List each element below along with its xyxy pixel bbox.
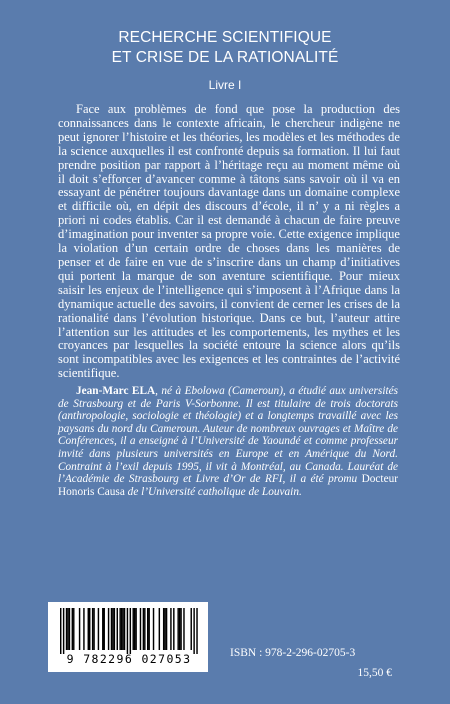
barcode-bar [93,608,94,650]
summary-text: Face aux problèmes de fond que pose la production des connaissances dans le contexte africain, le chercheur indigène ne peut ignorer l’histoire et les théories, les modèles et les méthodes de la science auxquelles il est confronté depuis sa formation. Il lui faut prendre position par rapport à l’héritage reçu au moment même où il doit s’efforcer d’avancer comme à tâtons sans savoir où il va en essayant de pénétrer toujours davantage dans un domaine complexe et difficile où, en dépit des discours d’école, il n’ y a ni règles a priori ni codes établis. Car il est demandé à chacun de faire preuve d’imagination pour inventer sa propre voie. Cette exigence implique la violation d’un certain ordre de choses dans les manières de penser et de faire en vue de s’inscrire dans un champ d’initiatives qui portent la marque de son aventure scientifique. Pour mieux saisir les enjeux de l’intelligence qui s’imposent à l’Afrique dans la dynamique actuelle des savoirs, il convient de cerner les crises de la rationalité dans l’évolution historique. Dans ce but, l’auteur attire l’attention sur les attitudes et les comportements, les mythes et les croyances par lesquelles la société entoure la science alors qu’ils sont incompatibles avec les exigences et les contraintes de l’activité scientifique. [58,102,400,381]
barcode-bar [130,608,131,654]
barcode-bar [140,608,141,650]
barcode-bar [88,608,89,650]
barcode-bar [89,608,90,650]
barcode-bar [117,608,118,650]
barcode-bar [159,608,160,650]
barcode-bar [63,608,64,654]
barcode-bar [122,608,123,650]
barcode-bar [173,608,174,650]
author-biography [58,385,398,498]
barcode-bar [133,608,134,650]
barcode-bar [127,608,128,654]
title-line-1: RECHERCHE SCIENTIFIQUE [118,29,332,46]
barcode-bar [119,608,120,650]
barcode-bar [193,608,194,654]
volume-label: Livre I [208,78,242,92]
barcode-bar [135,608,136,650]
barcode-bar [104,608,105,650]
barcode-bar [83,608,84,650]
barcode-bar [92,608,93,650]
book-title [0,28,450,68]
barcode-bar [66,608,67,650]
barcode-bar [98,608,99,650]
barcode-bar [69,608,70,650]
barcode-bar [163,608,164,650]
isbn: ISBN : 978-2-296-02705-3 [230,647,356,659]
barcode-number: 9 782296 027053 [66,652,192,666]
barcode-bar [121,608,122,650]
barcode-bar [179,608,180,650]
barcode-bar [73,608,74,650]
barcode-bar [134,608,135,650]
barcode-bar [67,608,68,650]
barcode-bar [124,608,125,650]
barcode-bar [60,608,61,654]
barcode-bar [108,608,109,650]
price: 15,50 € [357,667,392,679]
barcode [48,602,208,672]
barcode-bar [112,608,113,650]
bio-text-1: , né à Ebolowa (Cameroun), a étudié aux universités de Strasbourg et de Paris V-Sorbonne. Il est titulaire de trois doctorats (anthropologie, sociologie et théologie) et a longtemps travaillé avec les paysans du nord du Cameroun. Auteur de nombreux ouvrages et Maître de Conférences, il a enseigné à l’Université de Yaoundé et comme professeur invité dans plusieurs universités en Europe et en Amérique du Nord. Contraint à l’exil depuis 1995, il vit à Montréal, au Canada. Lauréat de l’Académie de Strasbourg et Livre d’Or de RFI, il a été promu [58,385,399,486]
title-line-2: ET CRISE DE LA RATIONALITÉ [111,49,339,66]
barcode-bar [147,608,148,650]
barcode-bar [180,608,181,650]
barcode-bar [170,608,171,650]
barcode-bar [114,608,115,650]
barcode-bar [166,608,167,650]
barcode-bars [60,608,198,654]
bio-text-2: de l’Université catholique de Louvain. [124,485,302,498]
barcode-bar [196,608,197,654]
author-name: Jean-Marc ELA [76,385,156,397]
barcode-bar [191,608,192,650]
barcode-bar [153,608,154,650]
barcode-bar [148,608,149,650]
barcode-bar [72,608,73,650]
barcode-bar [183,608,184,650]
barcode-bar [144,608,145,650]
barcode-bar [164,608,165,650]
barcode-bar [143,608,144,650]
honorary-title: Docteur Honoris Causa [58,473,398,498]
barcode-bar [177,608,178,650]
barcode-bar [102,608,103,650]
barcode-bar [111,608,112,650]
barcode-bar [79,608,80,650]
